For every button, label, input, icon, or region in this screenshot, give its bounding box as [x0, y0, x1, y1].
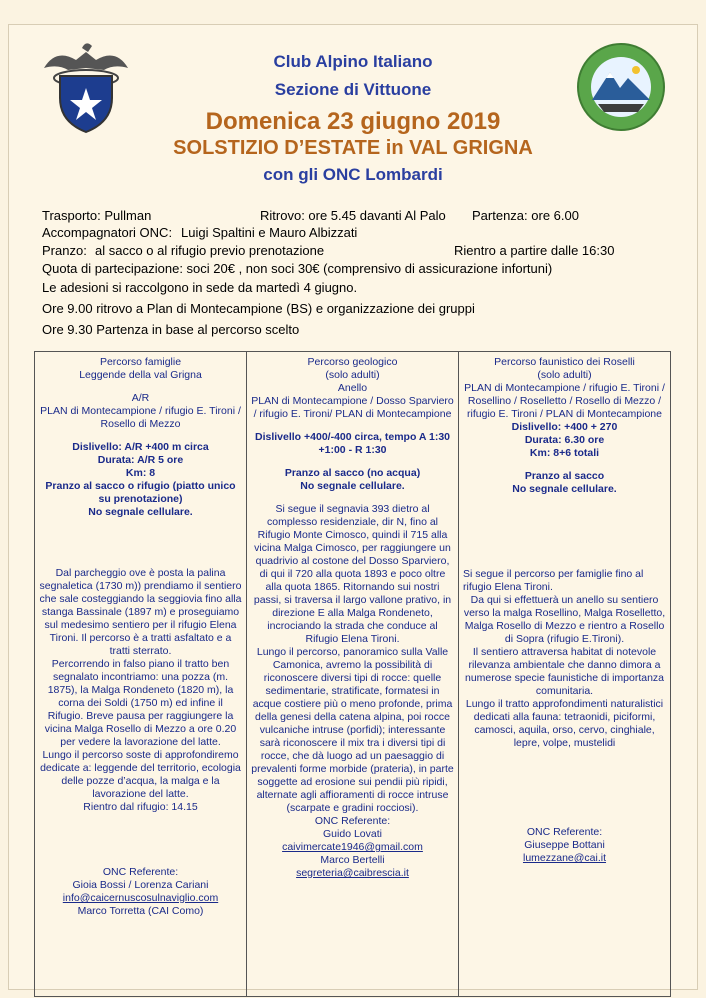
route-durata: Durata: A/R 5 ore [97, 454, 184, 466]
info-pranzo-value: al sacco o al rifugio previo prenotazione [95, 243, 325, 258]
referente-email-link[interactable]: caivimercate1946@gmail.com [282, 841, 423, 853]
info-partenza: Partenza: ore 6.00 [472, 208, 579, 223]
route-path: PLAN di Montecampione / rifugio E. Tironi / Rosello di Mezzo [40, 405, 241, 430]
referente-name: Marco Bertelli [320, 854, 385, 866]
referente-label: ONC Referente: [314, 815, 391, 827]
route-title: Percorso faunistico dei Roselli [494, 356, 635, 368]
route-column-geologico [247, 352, 459, 996]
route-subtitle: Leggende della val Grigna [79, 369, 202, 381]
route-dislivello: Dislivello: +400 + 270 [511, 421, 618, 433]
route-km: Km: 8+6 totali [529, 447, 600, 459]
route-dislivello: Dislivello +400/-400 circa, tempo A 1:30 +1:00 - R 1:30 [254, 431, 451, 456]
route-durata: Durata: 6.30 ore [524, 434, 605, 446]
header-section: Sezione di Vittuone [274, 80, 432, 99]
route-path: PLAN di Montecampione / rifugio E. Tironi / Rosellino / Roselletto / Rosello di Mezzo / rifugio E. Tironi / PLAN di Montecampione [464, 382, 665, 420]
info-trasporto: Trasporto: Pullman [42, 208, 152, 223]
route-segnale: No segnale cellulare. [512, 483, 617, 495]
route-column-faunistico [459, 352, 670, 996]
referente-label: ONC Referente: [526, 826, 603, 838]
route-pranzo: Pranzo al sacco [524, 470, 605, 482]
info-ore-900: Ore 9.00 ritrovo a Plan di Montecampione (BS) e organizzazione dei gruppi [42, 301, 475, 316]
route-type: Anello [337, 382, 368, 394]
routes-table [34, 351, 671, 997]
route-description: Si segue il percorso per famiglie fino al rifugio Elena Tironi. [463, 568, 644, 593]
referente-email-link[interactable]: segreteria@caibrescia.it [296, 867, 409, 879]
info-accompagnatori-label: Accompagnatori ONC: [42, 225, 173, 240]
referente-email-link[interactable]: info@caicernuscosulnaviglio.com [62, 892, 219, 904]
route-type: A/R [131, 392, 150, 404]
route-description: Dal parcheggio ove è posta la palina segnaletica (1730 m)) prendiamo il sentiero che sale costeggiando la seggiovia fino alla stanga Bassinale (1897 m) e proseguiamo sul medesimo sentiero per il rifugio Elena Tironi. Il percorso è a tratti asfaltato e a tratti sterrato. [39, 567, 242, 657]
info-accompagnatori-value: Luigi Spaltini e Mauro Albizzati [181, 225, 358, 240]
route-rientro: Rientro dal rifugio: 14.15 [83, 801, 198, 813]
route-description: Lungo il percorso, panoramico sulla Valle Camonica, avremo la possibilità di riconoscere diversi tipi di rocce: quelle sedimentarie, stratificate, formatesi in acque costiere più o meno profonde, prima della genesi della catena alpina, poi rocce vulcaniche intruse (porfidi); interessante sarà riconoscere il mix tra i diversi tipi di rocce, che dà luogo ad un paesaggio di prevalenti forme morbide (prateria), in parte soggette ad erosione sui pendii più ripidi, alternate agli affioramenti di rocce intruse (scarpate e gradini rocciosi). [251, 646, 454, 814]
route-subtitle: (solo adulti) [537, 369, 592, 381]
route-description: Lungo il tratto approfondimenti naturalistici dedicati alla fauna: tetraonidi, piciformi, camosci, aquila, orso, cervo, cinghiale, lepre, volpe, mustelidi [465, 698, 664, 749]
route-segnale: No segnale cellulare. [300, 480, 405, 492]
route-title: Percorso famiglie [99, 356, 182, 368]
route-column-famiglie [35, 352, 247, 996]
info-pranzo-label: Pranzo: [42, 243, 87, 258]
header-subtitle: con gli ONC Lombardi [263, 165, 443, 184]
header-title: SOLSTIZIO D’ESTATE in VAL GRIGNA [173, 137, 533, 159]
info-ore-930: Ore 9.30 Partenza in base al percorso scelto [42, 322, 300, 337]
referente-label: ONC Referente: [102, 866, 179, 878]
referente-name: Guido Lovati [323, 828, 382, 840]
route-segnale: No segnale cellulare. [88, 506, 193, 518]
route-km: Km: 8 [125, 467, 156, 479]
info-adesioni: Le adesioni si raccolgono in sede da martedì 4 giugno. [42, 280, 358, 295]
referente-name: Gioia Bossi / Lorenza Cariani [72, 879, 209, 891]
referente-name: Giuseppe Bottani [524, 839, 605, 851]
route-description: Da qui si effettuerà un anello su sentiero verso la malga Rosellino, Malga Roselletto, Malga Rosello di Mezzo e rientro a Rosello di Sopra (rifugio E.Tironi). [463, 594, 666, 645]
route-description: Lungo il percorso soste di approfondiremo dedicate a: leggende del territorio, ecologia delle pozze d’acqua, la malga e la lavorazione del latte. [40, 749, 241, 800]
referente-name: Marco Torretta (CAI Como) [77, 905, 204, 917]
route-description: Il sentiero attraversa habitat di notevole rilevanza ambientale che danno dimora a numerose specie faunistiche di importanza comunitaria. [464, 646, 665, 697]
route-pranzo: Pranzo al sacco (no acqua) [284, 467, 421, 479]
route-subtitle: (solo adulti) [325, 369, 380, 381]
info-ritrovo: Ritrovo: ore 5.45 davanti Al Palo [260, 208, 446, 223]
header-club: Club Alpino Italiano [273, 52, 433, 71]
route-pranzo: Pranzo al sacco o rifugio (piatto unico su prenotazione) [45, 480, 236, 505]
route-description: Si segue il segnavia 393 dietro al complesso residenziale, dir N, fino al Rifugio Monte Cimosco, quindi il 715 alla vicina Malga Cimosco, per raggiungere un quadrivio al costone del Dosso Sparviero, di qui il 720 alla quota 1893 e poco oltre alla quota 1865. Ritornando sui nostri passi, si traversa il largo vallone prativo, in direzione E alla Malga Rondeneto, incrociando la strada che conduce al Rifugio Elena Tironi. [253, 503, 452, 645]
route-dislivello: Dislivello: A/R +400 m circa [72, 441, 209, 453]
info-quota: Quota di partecipazione: soci 20€ , non soci 30€ (comprensivo di assicurazione infortuni) [42, 261, 553, 276]
header-date: Domenica 23 giugno 2019 [205, 108, 501, 135]
info-rientro: Rientro a partire dalle 16:30 [454, 243, 615, 258]
route-description: Percorrendo in falso piano il tratto ben segnalato incontriamo: una pozza (m. 1875), la Malga Rondeneto (1820 m), la corna dei Soldi (1750 m) ed infine il Rifugio. Breve pausa per raggiungere la vicina Malga Rosello di Mezzo a ore 0.20 per vedere la lavorazione del latte. [44, 658, 237, 748]
route-title: Percorso geologico [307, 356, 398, 368]
route-path: PLAN di Montecampione / Dosso Sparviero / rifugio E. Tironi/ PLAN di Montecampione [251, 395, 454, 420]
referente-email-link[interactable]: lumezzane@cai.it [522, 852, 607, 864]
